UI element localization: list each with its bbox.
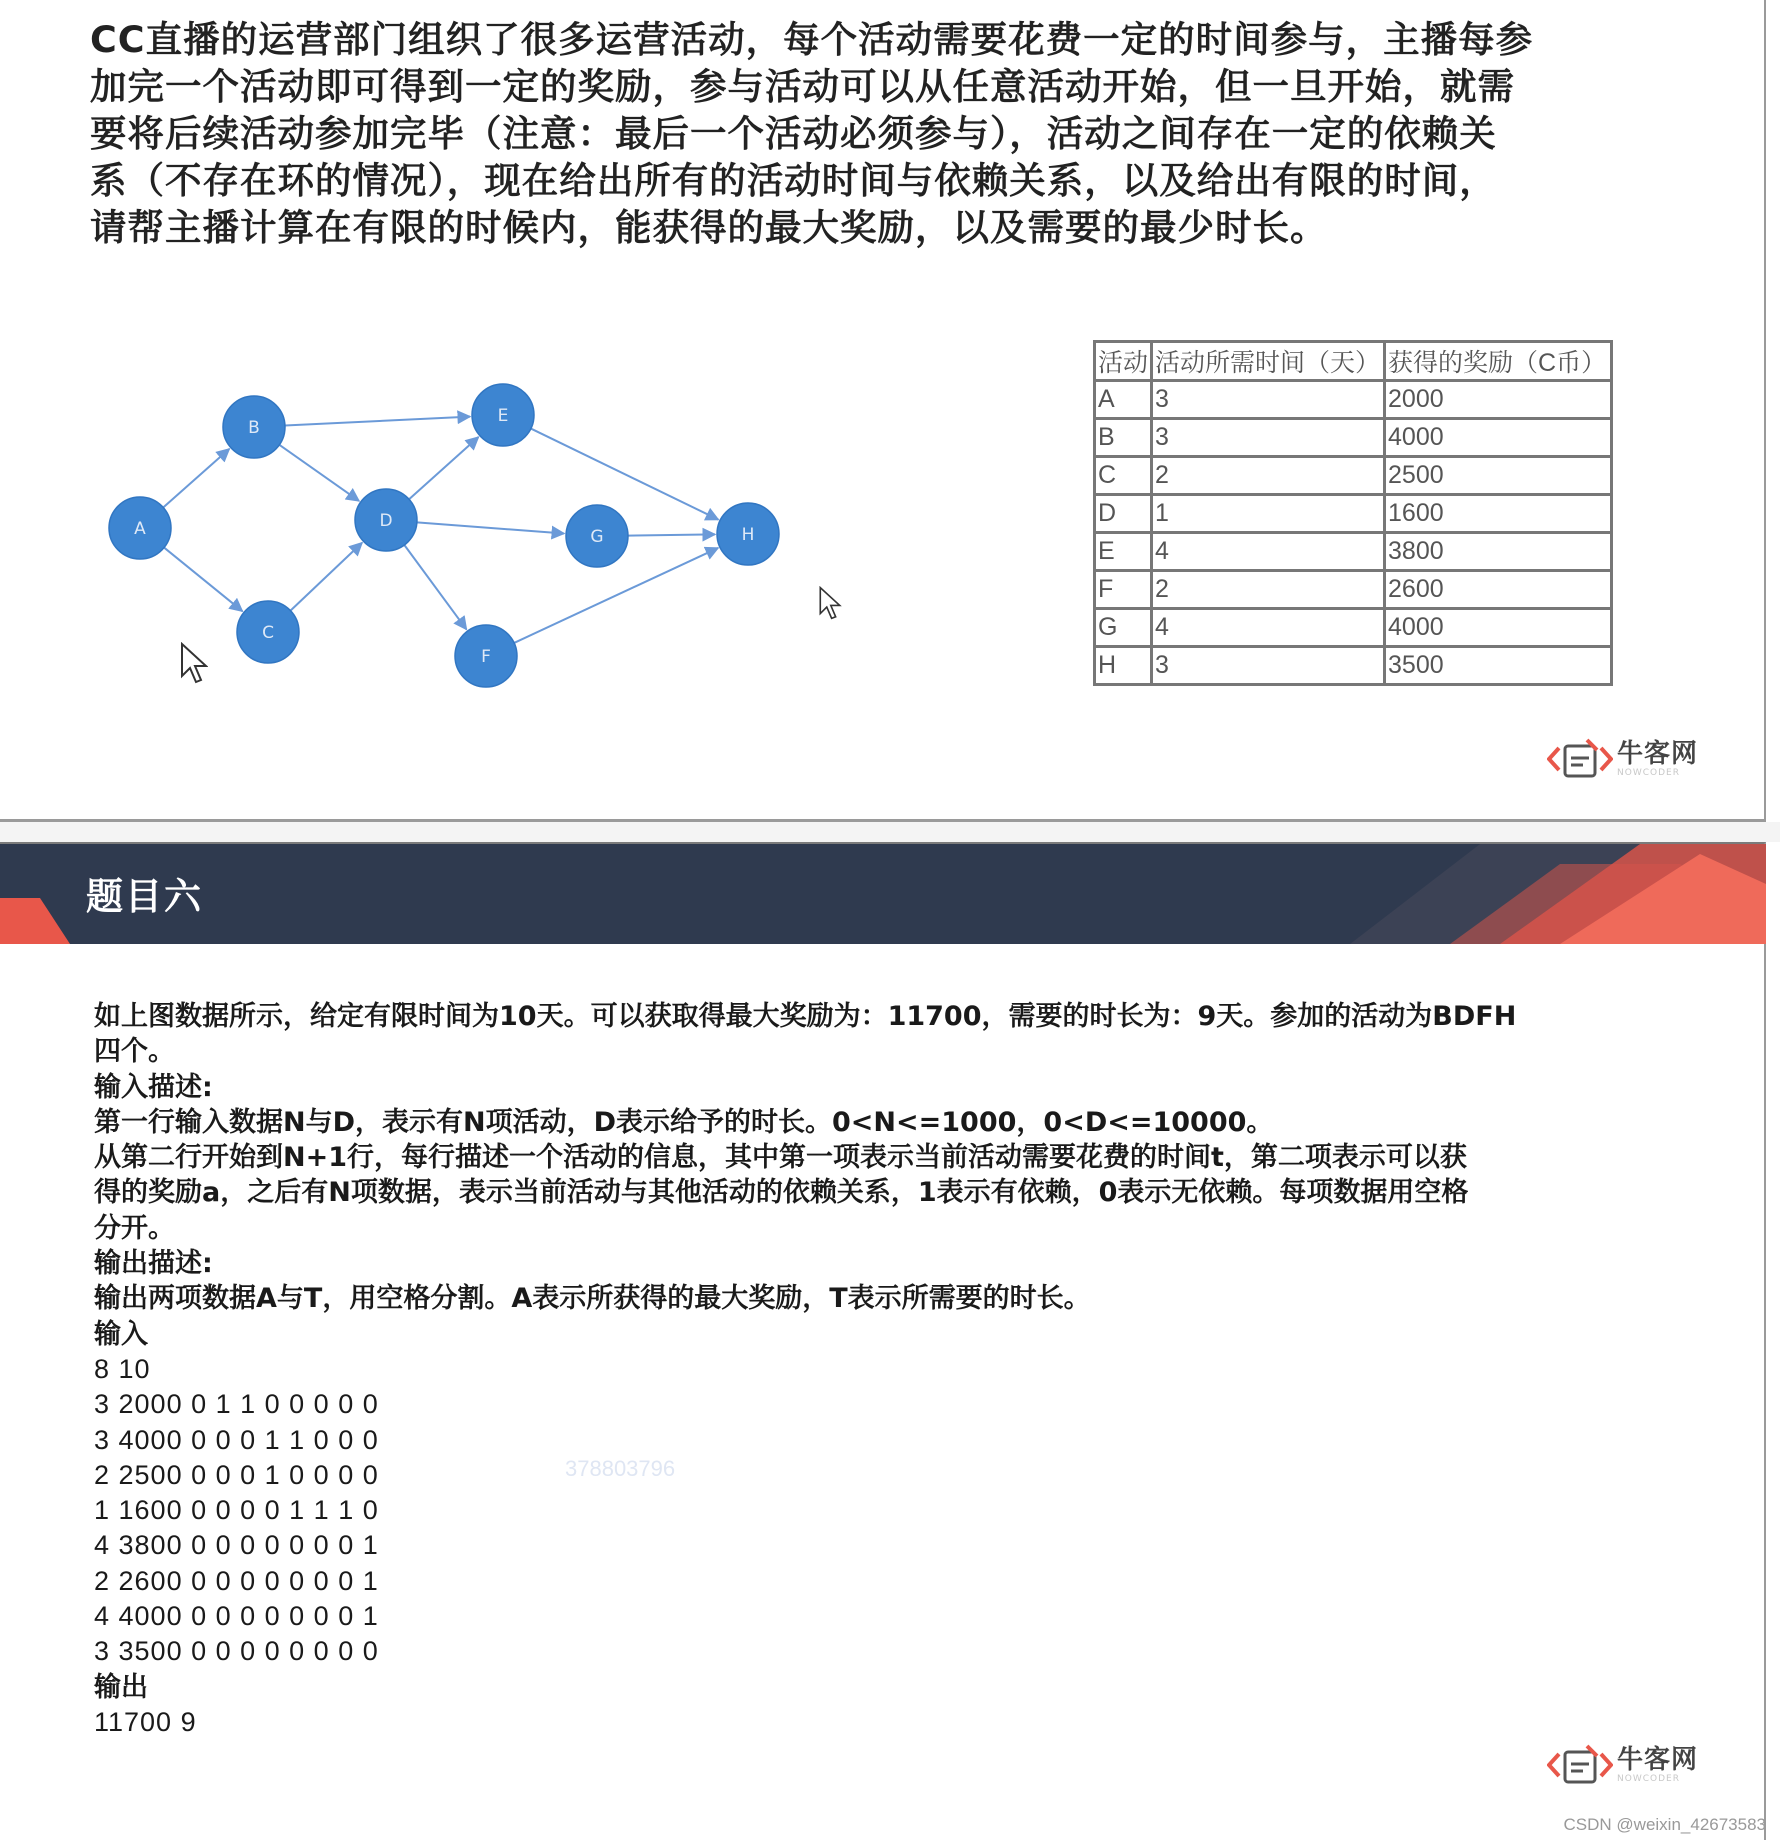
table-row (1095, 609, 1612, 647)
logo-cn: 牛客网 (1617, 1745, 1699, 1775)
example-input-line: 3 2000 0 1 1 0 0 0 0 0 (94, 1389, 379, 1420)
mouse-cursor-icon (180, 642, 208, 684)
table-row (1095, 457, 1612, 495)
edge-f-h (514, 548, 718, 643)
summary-paragraph: 如上图数据所示，给定有限时间为10天。可以获取得最大奖励为：11700，需要的时长为：9天。参加的活动为BDFH 四个。 (94, 1001, 1517, 1068)
edge-d-g (417, 522, 564, 533)
cell-time: 3 (1152, 419, 1385, 457)
mouse-cursor-icon (818, 586, 842, 620)
example-input-line: 2 2600 0 0 0 0 0 0 0 1 (94, 1565, 379, 1596)
example-input-line: 4 3800 0 0 0 0 0 0 0 1 (94, 1530, 379, 1561)
graph-node-label: B (248, 418, 260, 438)
cell-reward: 1600 (1385, 495, 1612, 533)
cell-time: 3 (1152, 647, 1385, 685)
graph-node-label: A (134, 519, 146, 539)
cell-reward: 4000 (1385, 609, 1612, 647)
edge-a-b (163, 449, 229, 508)
cell-reward: 4000 (1385, 419, 1612, 457)
graph-node-e (472, 384, 534, 446)
problem-text (94, 999, 1594, 1740)
edge-a-c (164, 548, 242, 612)
cell-reward: 3500 (1385, 647, 1612, 685)
intro-line: 系（不存在环的情况），现在给出所有的活动时间与依赖关系，以及给出有限的时间， (90, 159, 1497, 202)
graph-node-label: D (379, 511, 393, 531)
nowcoder-logo-icon (1547, 736, 1613, 782)
cell-time: 4 (1152, 533, 1385, 571)
cell-activity: E (1095, 533, 1152, 571)
edge-b-d (279, 445, 359, 501)
table-row (1095, 381, 1612, 419)
slide-1 (0, 0, 1766, 822)
table-row (1095, 533, 1612, 571)
header-activity: 活动 (1095, 342, 1152, 381)
example-input-line: 3 4000 0 0 0 1 1 0 0 0 (94, 1424, 379, 1455)
graph-node-d (355, 489, 417, 551)
nowcoder-logo (1547, 1742, 1698, 1788)
cell-activity: D (1095, 495, 1152, 533)
cell-reward: 2000 (1385, 381, 1612, 419)
slide-title: 题目六 (86, 875, 203, 918)
problem-description (90, 16, 1610, 251)
graph-node-label: G (590, 527, 604, 547)
cell-reward: 2500 (1385, 457, 1612, 495)
slide-gap (0, 822, 1780, 842)
logo-en: NOWCODER (1617, 1774, 1680, 1784)
example-input-line: 4 4000 0 0 0 0 0 0 0 1 (94, 1601, 379, 1632)
cell-reward: 3800 (1385, 533, 1612, 571)
graph-node-c (237, 601, 299, 663)
intro-line: CC直播的运营部门组织了很多运营活动，每个活动需要花费一定的时间参与，主播每参 (90, 18, 1534, 61)
header-time: 活动所需时间（天） (1152, 342, 1385, 381)
graph-node-label: C (262, 623, 274, 643)
example-input-line: 8 10 (94, 1353, 151, 1384)
cell-time: 1 (1152, 495, 1385, 533)
example-input-line: 2 2500 0 0 0 1 0 0 0 0 (94, 1459, 379, 1490)
cell-time: 4 (1152, 609, 1385, 647)
logo-en: NOWCODER (1617, 768, 1680, 778)
input-desc-line: 第一行输入数据N与D，表示有N项活动，D表示给予的时长。0<N<=1000，0<D<=10000。 (94, 1106, 1274, 1138)
graph-node-label: F (481, 647, 491, 667)
edge-e-h (531, 429, 718, 520)
cell-activity: A (1095, 381, 1152, 419)
edge-b-e (285, 417, 470, 426)
table-row (1095, 571, 1612, 609)
cell-time: 2 (1152, 571, 1385, 609)
header-reward: 获得的奖励（C币） (1385, 342, 1612, 381)
cell-activity: G (1095, 609, 1152, 647)
table-row (1095, 419, 1612, 457)
output-heading: 输出描述: (94, 1248, 213, 1280)
edge-c-d (290, 543, 362, 611)
intro-line: 加完一个活动即可得到一定的奖励，参与活动可以从任意活动开始，但一旦开始，就需 (90, 65, 1515, 108)
table-row (1095, 495, 1612, 533)
output-desc-line: 输出两项数据A与T，用空格分割。A表示所获得的最大奖励，T表示所需要的时长。 (94, 1283, 1091, 1315)
input-heading: 输入描述: (94, 1071, 213, 1103)
dependency-graph (90, 340, 910, 720)
csdn-credit: CSDN @weixin_42673583 (1563, 1815, 1766, 1834)
graph-node-a (109, 497, 171, 559)
example-input-label: 输入 (94, 1318, 148, 1350)
intro-line: 要将后续活动参加完毕（注意：最后一个活动必须参与），活动之间存在一定的依赖关 (90, 112, 1497, 155)
cell-activity: H (1095, 647, 1152, 685)
example-input-line: 3 3500 0 0 0 0 0 0 0 0 (94, 1636, 379, 1667)
example-input-line: 1 1600 0 0 0 0 1 1 1 0 (94, 1495, 379, 1526)
cell-reward: 2600 (1385, 571, 1612, 609)
input-desc-line: 从第二行开始到N+1行，每行描述一个活动的信息，其中第一项表示当前活动需要花费的时间t，第二项表示可以获 得的奖励a，之后有N项数据，表示当前活动与其他活动的依赖关系，1表示有依赖，0表示无依赖。每项数据用空格 分开。 (94, 1142, 1469, 1244)
watermark: 378803796 (565, 1456, 676, 1481)
intro-line: 请帮主播计算在有限的时候内，能获得的最大奖励，以及需要的最少时长。 (90, 206, 1328, 249)
cell-activity: F (1095, 571, 1152, 609)
graph-node-h (717, 503, 779, 565)
table-row (1095, 647, 1612, 685)
cell-activity: C (1095, 457, 1152, 495)
graph-node-label: E (497, 406, 509, 426)
graph-node-f (455, 625, 517, 687)
edge-d-f (404, 545, 466, 629)
nowcoder-logo (1547, 736, 1698, 782)
title-banner (0, 844, 1766, 944)
edge-g-h (628, 534, 715, 535)
cell-time: 2 (1152, 457, 1385, 495)
example-output-line: 11700 9 (94, 1706, 197, 1737)
table-header-row (1095, 342, 1612, 381)
graph-node-g (566, 505, 628, 567)
graph-node-b (223, 396, 285, 458)
example-output-label: 输出 (94, 1671, 148, 1703)
cell-activity: B (1095, 419, 1152, 457)
graph-node-label: H (741, 525, 755, 545)
logo-cn: 牛客网 (1617, 739, 1699, 769)
nowcoder-logo-icon (1547, 1742, 1613, 1788)
edge-d-e (409, 437, 478, 499)
activity-table (1093, 340, 1613, 686)
slide-2 (0, 842, 1766, 1840)
cell-time: 3 (1152, 381, 1385, 419)
